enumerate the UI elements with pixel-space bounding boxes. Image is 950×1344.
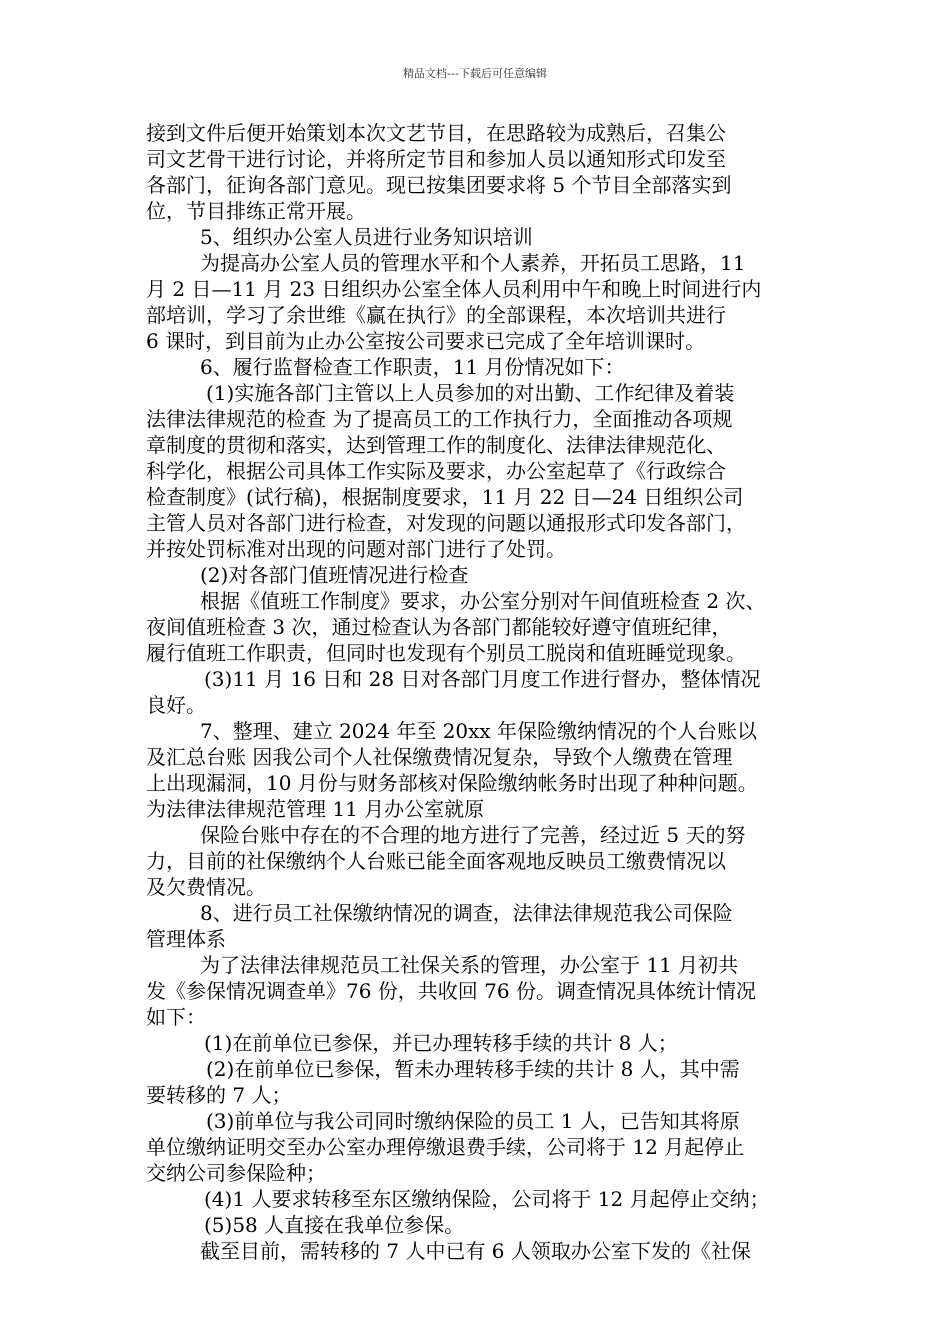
text-line: 及汇总台账 因我公司个人社保缴费情况复杂，导致个人缴费在管理 xyxy=(146,745,733,769)
text-line: 交纳公司参保险种； xyxy=(146,1161,326,1185)
text-line: 章制度的贯彻和落实，达到管理工作的制度化、法律法律规范化、 xyxy=(146,433,726,457)
text-line: 并按处罚标准对出现的问题对部门进行了处罚。 xyxy=(146,537,566,561)
text-line: (4)1 人要求转移至东区缴纳保险，公司将于 12 月起停止交纳； xyxy=(204,1187,770,1211)
text-line: 部培训，学习了余世维《赢在执行》的全部课程，本次培训共进行 xyxy=(146,303,726,327)
text-line: 单位缴纳证明交至办公室办理停缴退费手续，公司将于 12 月起停止 xyxy=(146,1135,745,1159)
text-line: (3)11 月 16 日和 28 日对各部门月度工作进行督办，整体情况 xyxy=(204,667,761,691)
text-line: 根据《值班工作制度》要求，办公室分别对午间值班检查 2 次、 xyxy=(200,589,766,613)
text-line: 及欠费情况。 xyxy=(146,875,266,899)
text-line: 如下： xyxy=(146,1005,206,1029)
text-line: 科学化，根据公司具体工作实际及要求，办公室起草了《行政综合 xyxy=(146,459,726,483)
text-line: 发《参保情况调查单》76 份，共收回 76 份。调查情况具体统计情况 xyxy=(146,979,756,1003)
text-line: 良好。 xyxy=(146,693,206,717)
page-header: 精品文档---下载后可任意编辑 xyxy=(403,67,547,80)
text-line: 法律法律规范的检查 为了提高员工的工作执行力，全面推动各项规 xyxy=(146,407,733,431)
text-line: 力，目前的社保缴纳个人台账已能全面客观地反映员工缴费情况以 xyxy=(146,849,726,873)
text-line: 7、整理、建立 2024 年至 20xx 年保险缴纳情况的个人台账以 xyxy=(200,719,758,743)
text-line: 上出现漏洞，10 月份与财务部核对保险缴纳帐务时出现了种种问题。 xyxy=(146,771,758,795)
text-line: (1)在前单位已参保，并已办理转移手续的共计 8 人； xyxy=(204,1031,678,1055)
text-line: 截至目前，需转移的 7 人中已有 6 人领取办公室下发的《社保 xyxy=(200,1239,751,1263)
text-line: 管理体系 xyxy=(146,927,226,951)
document-body xyxy=(146,120,811,1264)
text-line: 主管人员对各部门进行检查，对发现的问题以通报形式印发各部门， xyxy=(146,511,746,535)
text-line: 为法律法律规范管理 11 月办公室就原 xyxy=(146,797,485,821)
text-line: 司文艺骨干进行讨论，并将所定节目和参加人员以通知形式印发至 xyxy=(146,147,726,171)
text-line: 夜间值班检查 3 次，通过检查认为各部门都能较好遵守值班纪律， xyxy=(146,615,732,639)
text-line: (3)前单位与我公司同时缴纳保险的员工 1 人，已告知其将原 xyxy=(206,1109,740,1133)
text-line: 为了法律法律规范员工社保关系的管理，办公室于 11 月初共 xyxy=(200,953,739,977)
text-line: 6、履行监督检查工作职责，11 月份情况如下： xyxy=(200,355,625,379)
text-line: 为提高办公室人员的管理水平和个人素养，开拓员工思路，11 xyxy=(200,251,746,275)
text-line: 5、组织办公室人员进行业务知识培训 xyxy=(200,225,533,249)
text-line: 月 2 日—11 月 23 日组织办公室全体人员利用中午和晚上时间进行内 xyxy=(146,277,762,301)
text-line: 接到文件后便开始策划本次文艺节目，在思路较为成熟后，召集公 xyxy=(146,121,726,145)
text-line: 位，节目排练正常开展。 xyxy=(146,199,366,223)
text-line: 检查制度》(试行稿)，根据制度要求，11 月 22 日—24 日组织公司 xyxy=(146,485,744,509)
text-line: 各部门，征询各部门意见。现已按集团要求将 5 个节目全部落实到 xyxy=(146,173,732,197)
text-line: 6 课时，到目前为止办公室按公司要求已完成了全年培训课时。 xyxy=(146,329,706,353)
text-line: 保险台账中存在的不合理的地方进行了完善，经过近 5 天的努 xyxy=(200,823,746,847)
text-line: (2)在前单位已参保，暂未办理转移手续的共计 8 人，其中需 xyxy=(206,1057,740,1081)
text-line: 要转移的 7 人； xyxy=(146,1083,292,1107)
text-line: (1)实施各部门主管以上人员参加的对出勤、工作纪律及着装 xyxy=(206,381,735,405)
text-line: (2)对各部门值班情况进行检查 xyxy=(200,563,469,587)
text-line: (5)58 人直接在我单位参保。 xyxy=(204,1213,465,1237)
text-line: 8、进行员工社保缴纳情况的调查，法律法律规范我公司保险 xyxy=(200,901,733,925)
text-line: 履行值班工作职责，但同时也发现有个别员工脱岗和值班睡觉现象。 xyxy=(146,641,746,665)
